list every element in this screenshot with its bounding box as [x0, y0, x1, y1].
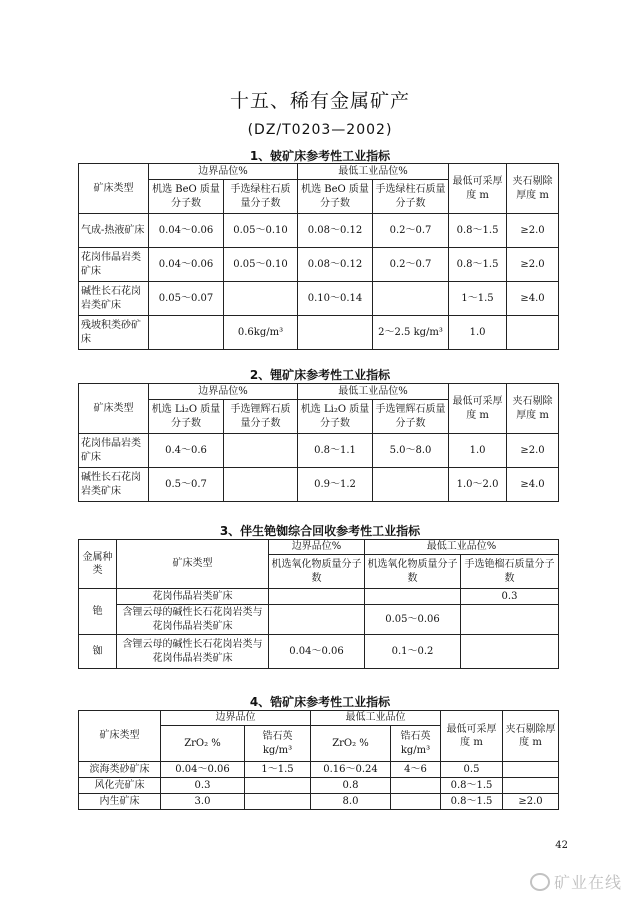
cell [365, 589, 461, 605]
cell: ≥2.0 [503, 794, 559, 810]
table-row [79, 794, 559, 810]
table3-caption: 3、伴生铯铷综合回收参考性工业指标 [219, 524, 421, 538]
header-type: 矿床类型 [79, 164, 149, 214]
page-title: 十五、稀有金属矿产 [229, 90, 410, 112]
table-row [79, 434, 559, 468]
cell: 0.5 [441, 762, 503, 778]
header-waste: 夹石剔除厚度 m [507, 384, 559, 434]
cell: 0.4～0.6 [149, 434, 224, 468]
wechat-icon [530, 873, 550, 891]
cell [503, 778, 559, 794]
cell: 0.8～1.1 [298, 434, 373, 468]
cell [461, 605, 559, 635]
subheader: ZrO₂ % [161, 726, 245, 762]
header-waste: 夹石剔除厚度 m [507, 164, 559, 214]
cell: 8.0 [311, 794, 391, 810]
header-type: 矿床类型 [117, 540, 269, 589]
cell-type: 花岗伟晶岩类矿床 [79, 248, 149, 282]
cell: 0.05～0.07 [149, 282, 224, 316]
cell-type: 碱性长石花岗岩类矿床 [79, 468, 149, 502]
cell: 0.3 [161, 778, 245, 794]
cell-type: 风化壳矿床 [79, 778, 161, 794]
cell: 0.1～0.2 [365, 635, 461, 669]
header-min-grade: 最低工业品位% [298, 164, 449, 180]
table-row [79, 762, 559, 778]
watermark [530, 870, 622, 893]
table-row [79, 605, 559, 635]
header-boundary: 边界品位% [269, 540, 365, 555]
cell: 0.5～0.7 [149, 468, 224, 502]
cell: 3.0 [161, 794, 245, 810]
cell-type: 花岗伟晶岩类矿床 [79, 434, 149, 468]
cell: 1～1.5 [449, 282, 507, 316]
cell: 2～2.5 kg/m³ [373, 316, 449, 350]
cell: 0.08～0.12 [298, 248, 373, 282]
cell-type: 气成-热液矿床 [79, 214, 149, 248]
cell: 1.0 [449, 434, 507, 468]
cell: ≥2.0 [507, 434, 559, 468]
header-metal: 金属种类 [79, 540, 117, 589]
cell: ≥4.0 [507, 468, 559, 502]
cell [245, 794, 311, 810]
cell [507, 316, 559, 350]
cell [269, 589, 365, 605]
zirconium-table [78, 710, 559, 810]
cell: 1.0～2.0 [449, 468, 507, 502]
cell: 0.8～1.5 [441, 794, 503, 810]
header-boundary: 边界品位% [149, 384, 298, 400]
subheader: 机选 BeO 质量分子数 [149, 180, 224, 214]
cell: 0.05～0.10 [224, 248, 298, 282]
cell [149, 316, 224, 350]
beryllium-table [78, 163, 559, 350]
subheader: 手选锂辉石质量分子数 [373, 400, 449, 434]
header-type: 矿床类型 [79, 711, 161, 762]
cell: 0.04～0.06 [161, 762, 245, 778]
header-thickness: 最低可采厚度 m [449, 164, 507, 214]
subheader: 手选绿柱石质量分子数 [373, 180, 449, 214]
cell: 0.2～0.7 [373, 214, 449, 248]
table-row [79, 589, 559, 605]
cell-type: 残坡积类砂矿床 [79, 316, 149, 350]
table-row [79, 468, 559, 502]
cell-type: 含锂云母的碱性长石花岗岩类与花岗伟晶岩类矿床 [117, 605, 269, 635]
cell: 0.9～1.2 [298, 468, 373, 502]
cesium-rubidium-table [78, 539, 559, 669]
cell: 0.10～0.14 [298, 282, 373, 316]
cell-metal-rb: 铷 [79, 635, 117, 669]
cell: 1.0 [449, 316, 507, 350]
header-thickness: 最低可采厚度 m [449, 384, 507, 434]
table-row [79, 316, 559, 350]
header-type: 矿床类型 [79, 384, 149, 434]
cell-type: 滨海类砂矿床 [79, 762, 161, 778]
cell [224, 434, 298, 468]
cell: 0.08～0.12 [298, 214, 373, 248]
subheader: 锆石英 kg/m³ [245, 726, 311, 762]
cell [269, 605, 365, 635]
subheader: 机选 Li₂O 质量分子数 [298, 400, 373, 434]
page-number: 42 [555, 840, 568, 851]
cell: 0.8 [311, 778, 391, 794]
cell [391, 794, 441, 810]
header-min-grade: 最低工业品位 [311, 711, 441, 726]
cell: 5.0～8.0 [373, 434, 449, 468]
cell: 0.05～0.10 [224, 214, 298, 248]
cell: 0.8～1.5 [449, 214, 507, 248]
cell: 0.8～1.5 [449, 248, 507, 282]
header-boundary: 边界品位% [149, 164, 298, 180]
cell: 0.6kg/m³ [224, 316, 298, 350]
cell: 0.04～0.06 [269, 635, 365, 669]
cell [224, 468, 298, 502]
table-row [79, 635, 559, 669]
table4-caption: 4、锆矿床参考性工业指标 [249, 695, 391, 709]
cell [461, 635, 559, 669]
cell [245, 778, 311, 794]
cell-metal-cs: 铯 [79, 589, 117, 635]
table2-caption: 2、锂矿床参考性工业指标 [249, 368, 391, 382]
cell: ≥2.0 [507, 248, 559, 282]
table1-caption: 1、铍矿床参考性工业指标 [249, 149, 391, 163]
cell [373, 282, 449, 316]
subheader: 机选氧化物质量分子数 [269, 555, 365, 589]
cell [298, 316, 373, 350]
subheader: 手选锂辉石质量分子数 [224, 400, 298, 434]
cell: 0.8～1.5 [441, 778, 503, 794]
cell: 0.05～0.06 [365, 605, 461, 635]
subheader: 机选 BeO 质量分子数 [298, 180, 373, 214]
header-min-grade: 最低工业品位% [298, 384, 449, 400]
subheader: ZrO₂ % [311, 726, 391, 762]
header-boundary: 边界品位 [161, 711, 311, 726]
table-row [79, 248, 559, 282]
standard-code: (DZ/T0203—2002) [247, 122, 393, 138]
cell: 0.04～0.06 [149, 248, 224, 282]
subheader: 手选绿柱石质量分子数 [224, 180, 298, 214]
table-row [79, 778, 559, 794]
subheader: 机选 Li₂O 质量分子数 [149, 400, 224, 434]
table-row [79, 214, 559, 248]
cell: ≥4.0 [507, 282, 559, 316]
lithium-table [78, 383, 559, 502]
cell: 0.04～0.06 [149, 214, 224, 248]
cell-type: 含锂云母的碱性长石花岗岩类与花岗伟晶岩类矿床 [117, 635, 269, 669]
subheader: 锆石英 kg/m³ [391, 726, 441, 762]
cell [391, 778, 441, 794]
header-min-grade: 最低工业品位% [365, 540, 559, 555]
cell: 0.2～0.7 [373, 248, 449, 282]
cell: 0.3 [461, 589, 559, 605]
cell: ≥2.0 [507, 214, 559, 248]
cell: 4～6 [391, 762, 441, 778]
table-row [79, 282, 559, 316]
cell-type: 碱性长石花岗岩类矿床 [79, 282, 149, 316]
cell [373, 468, 449, 502]
cell: 1～1.5 [245, 762, 311, 778]
subheader: 机选氧化物质量分子数 [365, 555, 461, 589]
cell-type: 内生矿床 [79, 794, 161, 810]
header-waste: 夹石剔除厚度 m [503, 711, 559, 762]
cell [224, 282, 298, 316]
header-thickness: 最低可采厚度 m [441, 711, 503, 762]
cell: 0.16～0.24 [311, 762, 391, 778]
cell [503, 762, 559, 778]
watermark-text: 矿业在线 [553, 873, 622, 892]
subheader: 手选铯榴石质量分子数 [461, 555, 559, 589]
cell-type: 花岗伟晶岩类矿床 [117, 589, 269, 605]
